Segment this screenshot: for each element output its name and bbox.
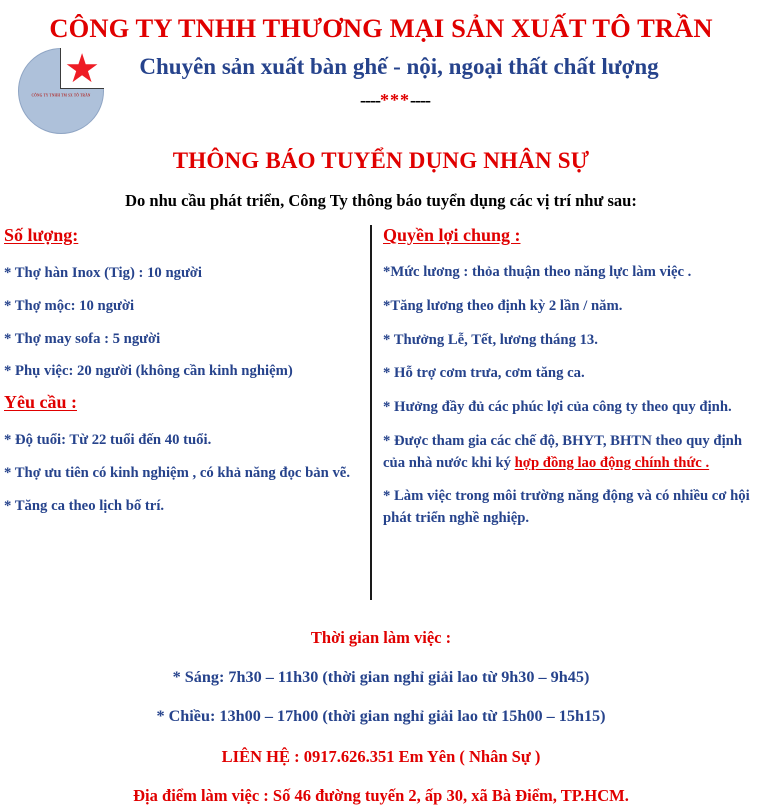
column-divider xyxy=(370,225,372,600)
separator-stars: *** xyxy=(380,89,410,110)
document-footer xyxy=(0,628,762,806)
work-time-afternoon: * Chiều: 13h00 – 17h00 (thời gian nghỉ giải lao từ 15h00 – 15h15) xyxy=(156,707,606,725)
list-item: * Thưởng Lễ, Tết, lương tháng 13. xyxy=(383,331,598,348)
work-time-heading: Thời gian làm việc : xyxy=(310,628,452,647)
list-item: * Hưởng đầy đủ các phúc lợi của công ty theo quy định. xyxy=(383,399,732,415)
company-logo xyxy=(18,48,104,134)
contract-highlight-text: hợp đồng lao động chính thức . xyxy=(514,454,710,471)
section-heading-requirements: Yêu cầu : xyxy=(4,392,77,412)
work-time-morning: * Sáng: 7h30 – 11h30 (thời gian nghỉ giải lao từ 9h30 – 9h45) xyxy=(172,668,590,686)
list-item: * Độ tuổi: Từ 22 tuổi đến 40 tuổi. xyxy=(4,432,212,448)
star-separator xyxy=(0,81,762,111)
list-item: * Thợ mộc: 10 người xyxy=(4,297,135,314)
list-item: * Tăng ca theo lịch bố trí. xyxy=(4,497,165,514)
section-heading-quantity: Số lượng: xyxy=(4,225,79,245)
company-slogan: Chuyên sản xuất bàn ghế - nội, ngoại thất chất lượng xyxy=(139,54,659,80)
contact-line: LIÊN HỆ : 0917.626.351 Em Yên ( Nhân Sự ) xyxy=(221,747,541,766)
list-item: * Hỗ trợ cơm trưa, cơm tăng ca. xyxy=(383,365,585,382)
logo-inner-text: CÔNG TY TNHH TM SX TÔ TRẦN xyxy=(31,92,91,98)
intro-paragraph: Do nhu cầu phát triển, Công Ty thông báo tuyển dụng các vị trí như sau: xyxy=(125,191,637,210)
list-item: * Làm việc trong môi trường năng động và có nhiều cơ hội phát triển nghề nghiệp. xyxy=(383,488,750,526)
section-heading-benefits: Quyền lợi chung : xyxy=(383,225,521,245)
list-item: *Mức lương : thỏa thuận theo năng lực làm việc . xyxy=(383,264,692,280)
list-item: * Phụ việc: 20 người (không cần kinh nghiệm) xyxy=(4,363,293,380)
company-title: CÔNG TY TNHH THƯƠNG MẠI SẢN XUẤT TÔ TRẦN xyxy=(49,13,713,43)
left-column xyxy=(4,225,356,517)
list-item: * Thợ hàn Inox (Tig) : 10 người xyxy=(4,265,202,281)
address-line: Địa điểm làm việc : Số 46 đường tuyến 2, ấp 30, xã Bà Điểm, TP.HCM. xyxy=(133,786,629,805)
list-item-insurance xyxy=(383,431,751,475)
document-header xyxy=(0,0,762,140)
columns-container xyxy=(0,225,762,610)
list-item: *Tăng lương theo định kỳ 2 lần / năm. xyxy=(383,297,623,314)
page-title: THÔNG BÁO TUYỂN DỤNG NHÂN SỰ xyxy=(172,148,590,173)
right-column xyxy=(383,225,751,530)
list-item: * Thợ ưu tiên có kinh nghiệm , có khả năng đọc bản vẽ. xyxy=(4,464,351,481)
separator-dash-left: ---- xyxy=(360,89,380,110)
list-item: * Thợ may sofa : 5 người xyxy=(4,330,161,347)
insurance-text: * Được tham gia các chế độ, BHYT, BHTN theo quy định của nhà nước khi ký xyxy=(383,432,743,471)
star-icon: ★ xyxy=(64,46,100,91)
separator-dash-right: ---- xyxy=(410,89,430,110)
